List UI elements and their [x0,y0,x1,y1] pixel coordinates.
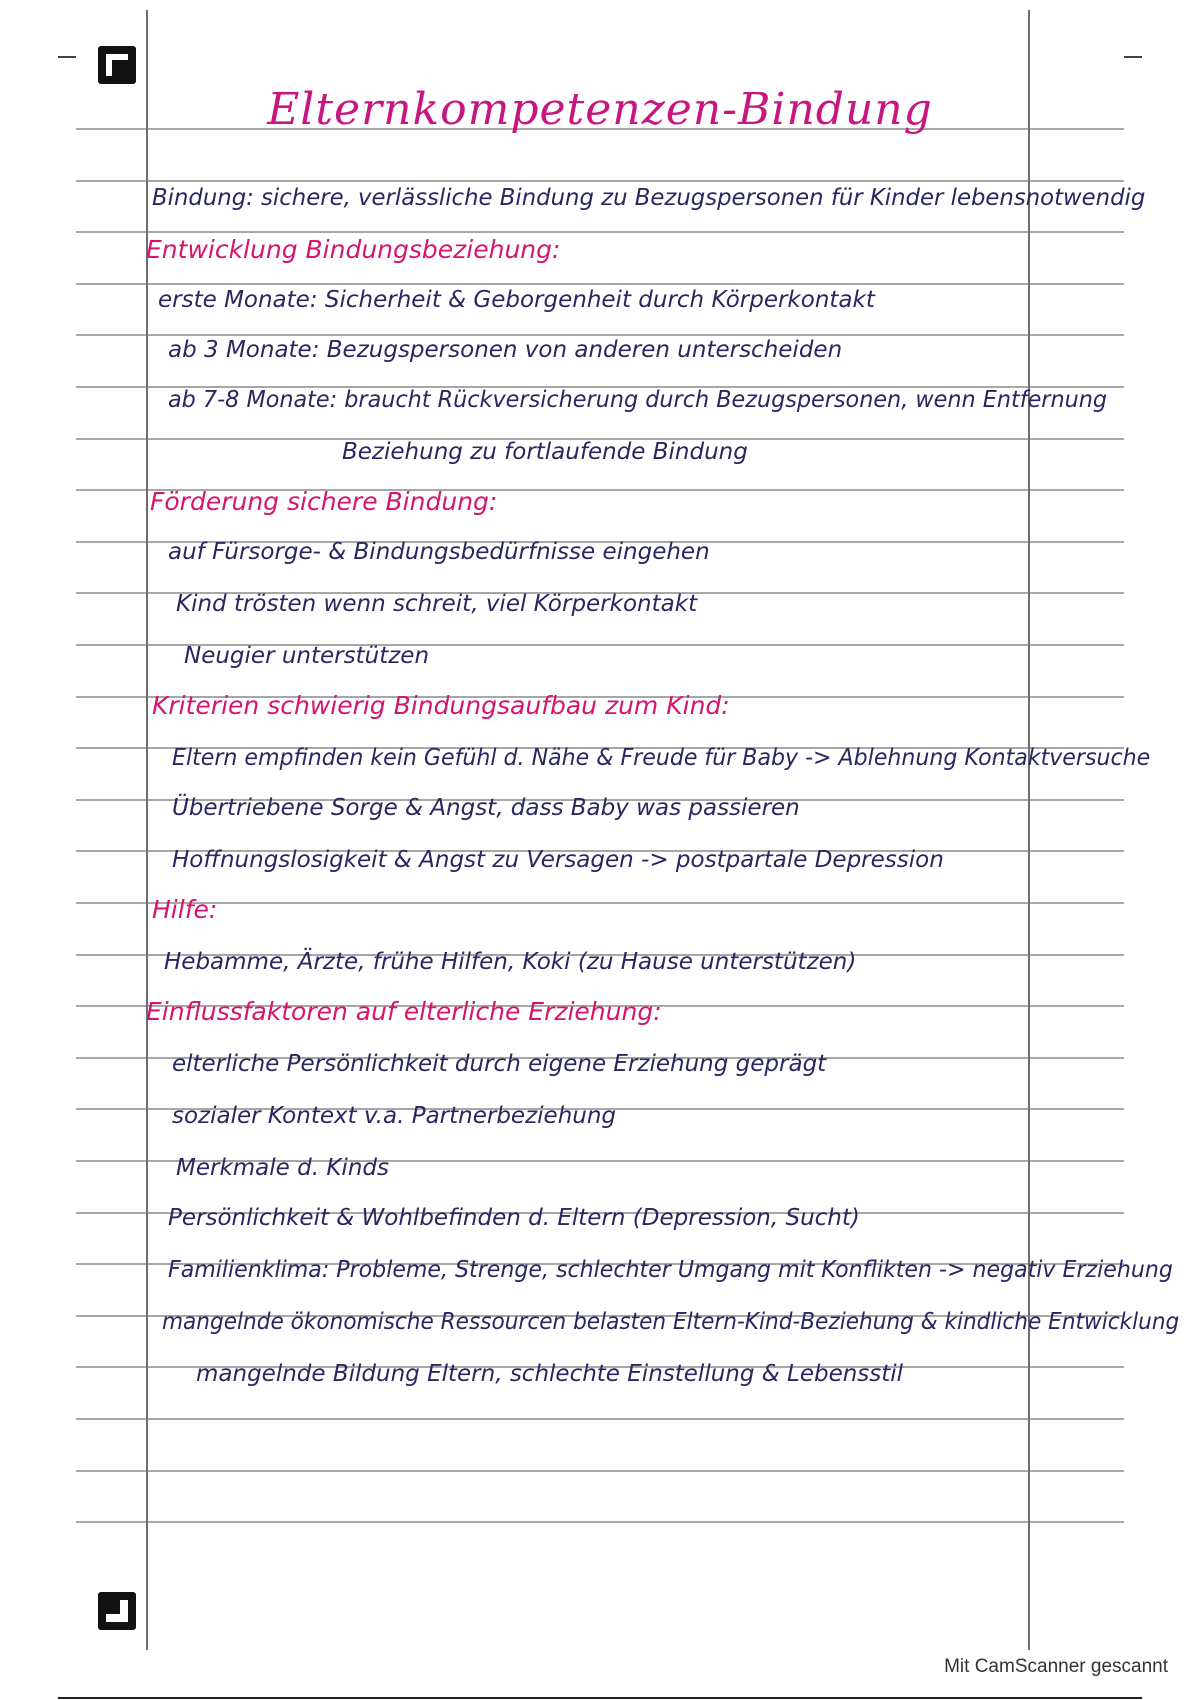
note-line: ab 7-8 Monate: braucht Rückversicherung durch Bezugspersonen, wenn Entfernung [168,387,1108,413]
crop-mark-left [58,56,76,58]
note-line: Bindung: sichere, verlässliche Bindung zu Bezugspersonen für Kinder lebensnotwendig [152,185,1146,211]
section-heading: Förderung sichere Bindung: [150,487,498,516]
note-line: Kind trösten wenn schreit, viel Körperkontakt [176,591,698,617]
page-title: Elternkompetenzen-Bindung [267,84,933,135]
ruled-line [76,902,1124,904]
note-line: auf Fürsorge- & Bindungsbedürfnisse eingehen [168,539,710,565]
section-heading: Hilfe: [152,895,218,924]
note-line: Neugier unterstützen [184,643,430,669]
corner-marker-top-icon [98,46,136,84]
note-line: Persönlichkeit & Wohlbefinden d. Eltern (Depression, Sucht) [168,1205,860,1231]
note-line: ab 3 Monate: Bezugspersonen von anderen unterscheiden [168,337,843,363]
right-margin-line [1028,10,1030,1650]
note-line: Eltern empfinden kein Gefühl d. Nähe & Freude für Baby -> Ablehnung Kontaktversuche [172,745,1151,771]
bottom-rule [58,1697,1142,1699]
scanner-watermark: Mit CamScanner gescannt [944,1656,1168,1677]
note-line: Übertriebene Sorge & Angst, dass Baby was passieren [172,795,800,821]
ruled-line [76,1418,1124,1420]
section-heading: Entwicklung Bindungsbeziehung: [146,235,561,264]
note-line: mangelnde ökonomische Ressourcen belasten Eltern-Kind-Beziehung & kindliche Entwicklung [162,1309,1180,1335]
note-line: sozialer Kontext v.a. Partnerbeziehung [172,1103,617,1129]
crop-mark-right [1124,56,1142,58]
note-line: Hebamme, Ärzte, frühe Hilfen, Koki (zu Hause unterstützen) [164,949,857,975]
corner-marker-bottom-icon [98,1592,136,1630]
note-line: Familienklima: Probleme, Strenge, schlechter Umgang mit Konflikten -> negativ Erziehung [168,1257,1173,1283]
note-line: elterliche Persönlichkeit durch eigene Erziehung geprägt [172,1051,827,1077]
ruled-line [76,1470,1124,1472]
ruled-line [76,1521,1124,1523]
note-line: Beziehung zu fortlaufende Bindung [342,439,748,465]
note-line: mangelnde Bildung Eltern, schlechte Einstellung & Lebensstil [196,1361,904,1387]
section-heading: Einflussfaktoren auf elterliche Erziehung: [146,997,662,1026]
section-heading: Kriterien schwierig Bindungsaufbau zum Kind: [152,691,730,720]
note-line: Hoffnungslosigkeit & Angst zu Versagen -> postpartale Depression [172,847,944,873]
ruled-line [76,180,1124,182]
ruled-line [76,231,1124,233]
note-line: Merkmale d. Kinds [176,1155,389,1181]
note-line: erste Monate: Sicherheit & Geborgenheit durch Körperkontakt [158,287,875,313]
